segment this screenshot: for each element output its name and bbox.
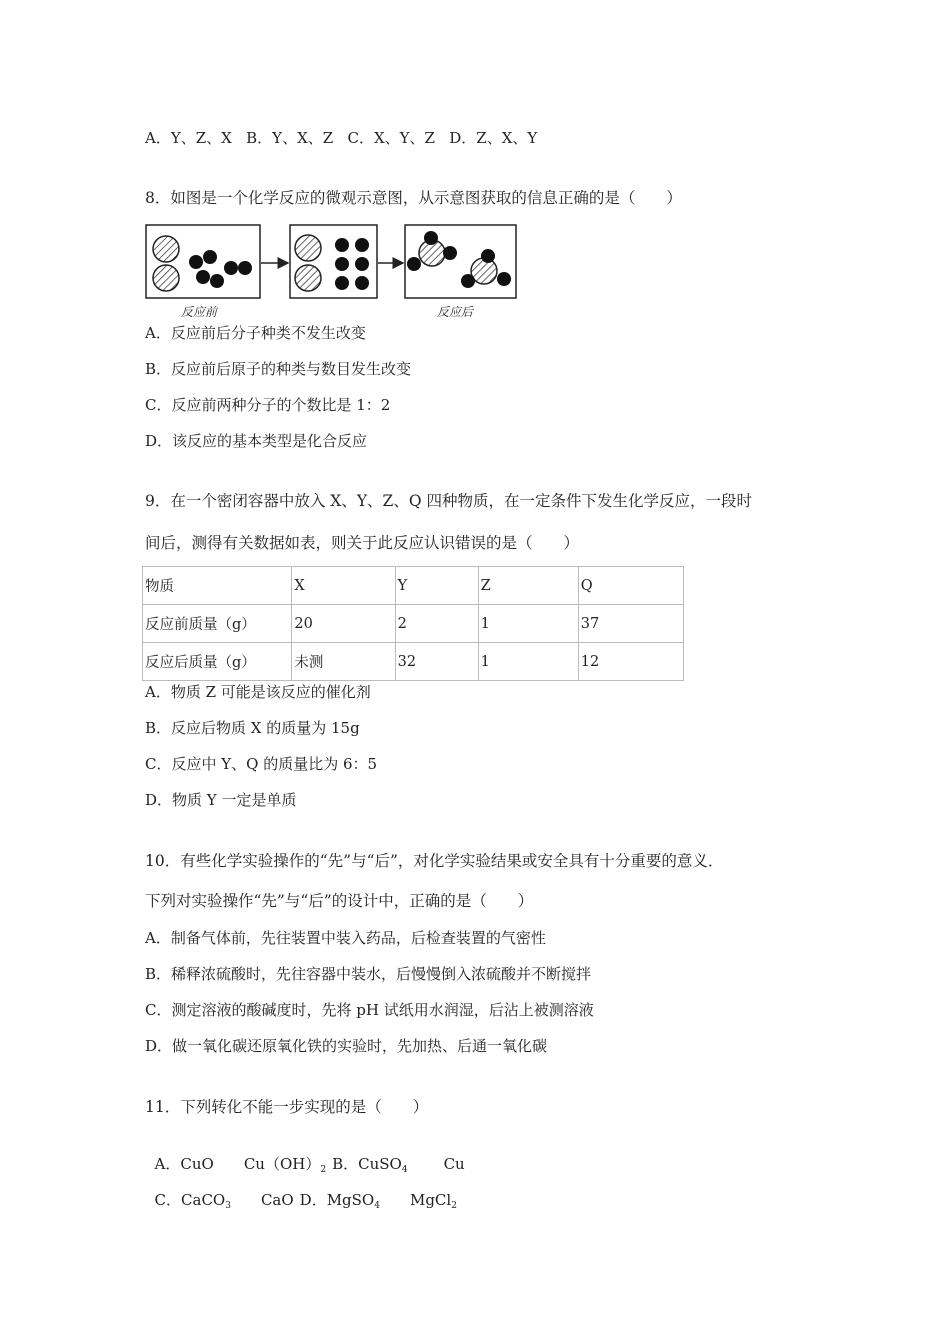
q10-option-d: D．做一氧化碳还原氧化铁的实验时，先加热、后通一氧化碳 bbox=[145, 1037, 548, 1055]
q8-option-b: B．反应前后原子的种类与数目发生改变 bbox=[145, 360, 412, 378]
table-cell: 2 bbox=[395, 605, 478, 643]
data-table bbox=[142, 566, 684, 681]
q10-stem-line1: 10．有些化学实验操作的“先”与“后”，对化学实验结果或安全具有十分重要的意义． bbox=[145, 852, 724, 870]
label-after: 反应后 bbox=[437, 305, 474, 319]
table-cell: 物质 bbox=[143, 567, 292, 605]
q10-option-c: C．测定溶液的酸碱度时，先将 pH 试纸用水润湿，后沾上被测溶液 bbox=[145, 1001, 594, 1019]
table-cell: 反应前质量（g） bbox=[143, 605, 292, 643]
q11-optC-sub: 3 bbox=[225, 1201, 231, 1211]
q11-optC-label: C．CaCO bbox=[154, 1191, 226, 1209]
table-cell: 反应后质量（g） bbox=[143, 643, 292, 681]
q11-optD-target-sub: 2 bbox=[451, 1201, 457, 1211]
table-row bbox=[143, 605, 684, 643]
reaction-diagram bbox=[145, 223, 525, 323]
reaction-diagram-svg bbox=[145, 223, 525, 323]
hatched-atom-icon bbox=[153, 236, 179, 262]
q11-stem: 11．下列转化不能一步实现的是（ ） bbox=[145, 1098, 429, 1116]
label-before: 反应前 bbox=[181, 305, 218, 319]
q10-option-a: A．制备气体前，先往装置中装入药品，后检查装置的气密性 bbox=[145, 929, 546, 947]
table-row bbox=[143, 643, 684, 681]
q9-stem-line2: 间后，测得有关数据如表，则关于此反应认识错误的是（ ） bbox=[145, 534, 580, 552]
q9-option-d: D．物质 Y 一定是单质 bbox=[145, 791, 297, 809]
q11-optA-label: A．CuO bbox=[154, 1155, 214, 1173]
q10-option-b: B．稀释浓硫酸时，先往容器中装水，后慢慢倒入浓硫酸并不断搅拌 bbox=[145, 965, 592, 983]
q11-optA-target: Cu（OH） bbox=[243, 1155, 321, 1173]
q11-optC-target: CaO bbox=[260, 1191, 294, 1209]
table-cell: 未测 bbox=[292, 643, 395, 681]
q11-optB-label: B．CuSO bbox=[332, 1155, 402, 1173]
before-box bbox=[146, 225, 260, 298]
table-cell: Q bbox=[578, 567, 683, 605]
q8-option-d: D．该反应的基本类型是化合反应 bbox=[145, 432, 368, 450]
table-cell: Z bbox=[478, 567, 578, 605]
q11-optD-target: MgCl bbox=[409, 1191, 452, 1209]
q9-option-a: A．物质 Z 可能是该反应的催化剂 bbox=[145, 683, 371, 701]
table-header-row bbox=[143, 567, 684, 605]
table-cell: 12 bbox=[578, 643, 683, 681]
middle-box bbox=[290, 225, 377, 298]
q11-option-cd bbox=[145, 1170, 457, 1216]
q11-optA-sub: 2 bbox=[320, 1165, 327, 1175]
q9-option-c: C．反应中 Y、Q 的质量比为 6：5 bbox=[145, 755, 378, 773]
table-cell: 37 bbox=[578, 605, 683, 643]
q9-option-b: B．反应后物质 X 的质量为 15g bbox=[145, 719, 360, 737]
q8-option-a: A．反应前后分子种类不发生改变 bbox=[145, 324, 366, 342]
table-cell: 32 bbox=[395, 643, 478, 681]
table-cell: Y bbox=[395, 567, 478, 605]
hatched-atom-icon bbox=[153, 265, 179, 291]
q7-options: A．Y、Z、X B．Y、X、Z C．X、Y、Z D．Z、X、Y bbox=[145, 129, 538, 147]
q8-option-c: C．反应前两种分子的个数比是 1：2 bbox=[145, 396, 391, 414]
after-box bbox=[405, 225, 516, 298]
q11-optB-target: Cu bbox=[443, 1155, 465, 1173]
q11-optD-sub: 4 bbox=[374, 1201, 380, 1211]
q9-stem-line1: 9．在一个密闭容器中放入 X、Y、Z、Q 四种物质，在一定条件下发生化学反应，一段时 bbox=[145, 492, 752, 510]
table-cell: X bbox=[292, 567, 395, 605]
table-cell: 1 bbox=[478, 605, 578, 643]
q8-stem: 8．如图是一个化学反应的微观示意图，从示意图获取的信息正确的是（ ） bbox=[145, 189, 682, 207]
q11-optB-sub: 4 bbox=[401, 1165, 408, 1175]
q10-stem-line2: 下列对实验操作“先”与“后”的设计中，正确的是（ ） bbox=[145, 892, 534, 910]
table-cell: 20 bbox=[292, 605, 395, 643]
q11-optD-label: D．MgSO bbox=[299, 1191, 375, 1209]
table-cell: 1 bbox=[478, 643, 578, 681]
